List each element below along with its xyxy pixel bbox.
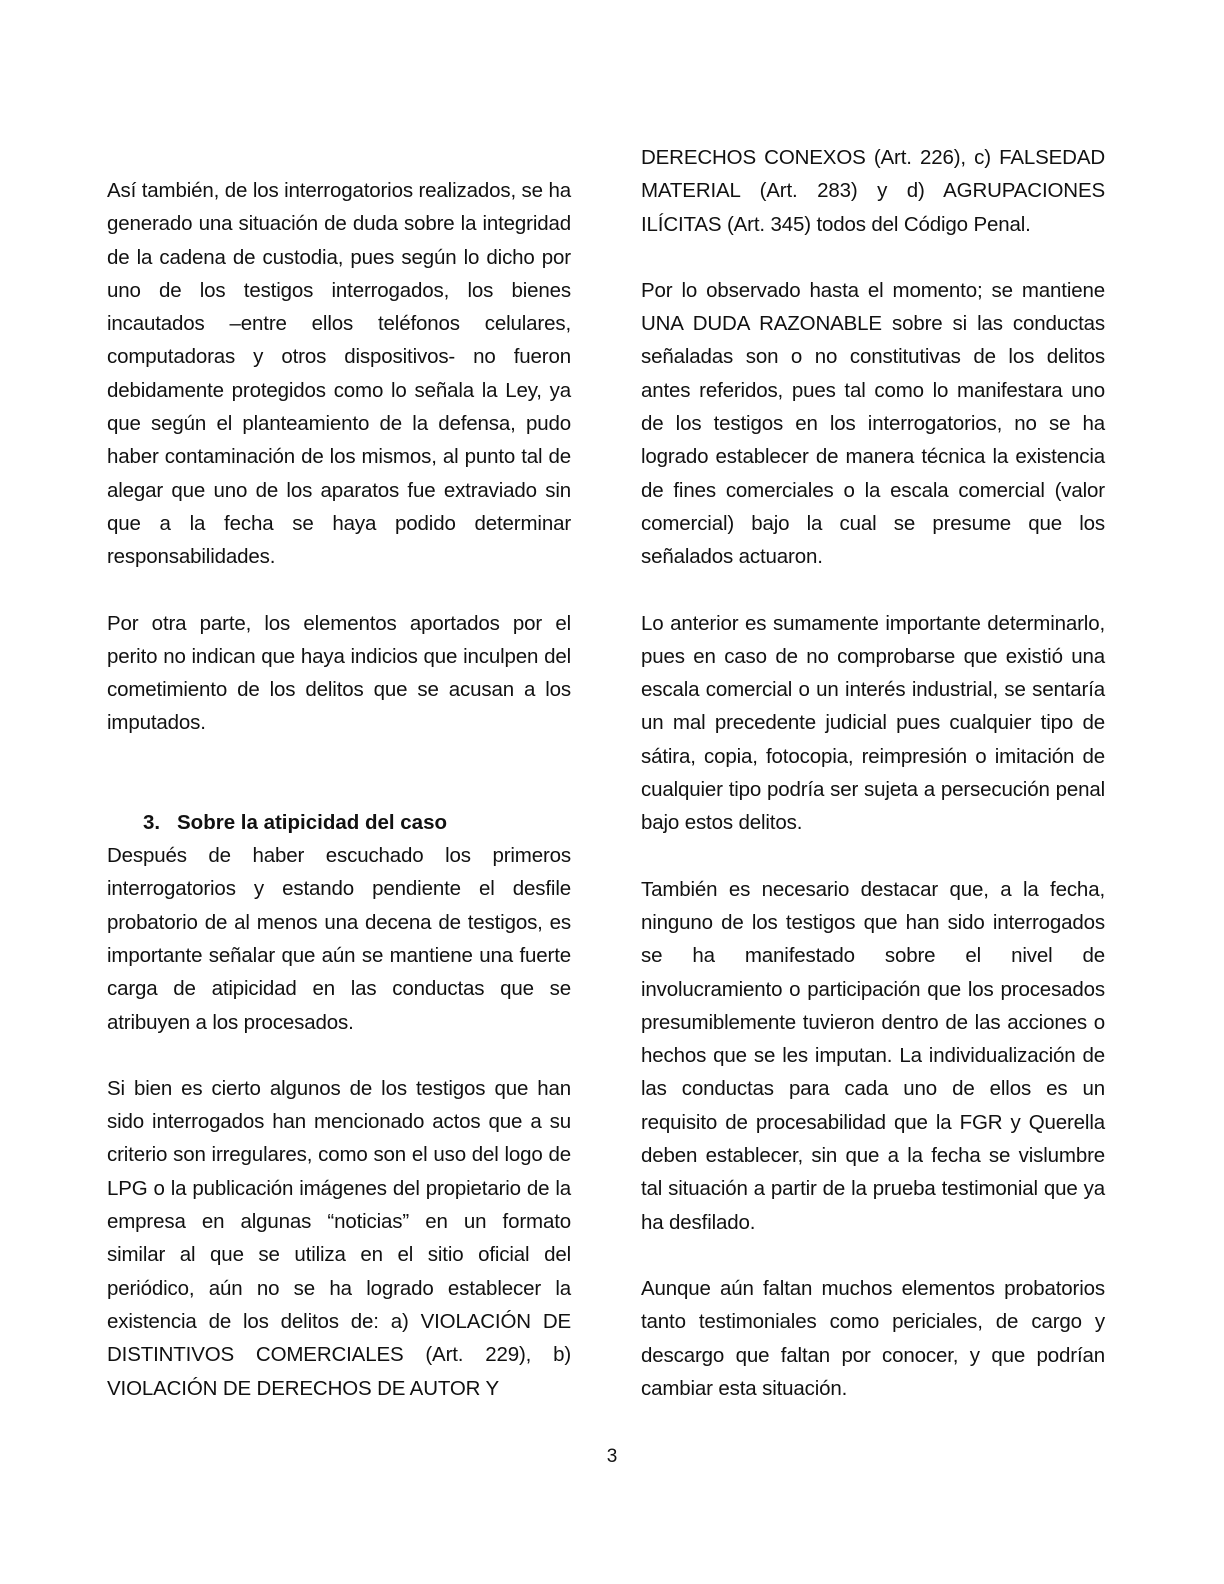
- paragraph-irregular-acts: Si bien es cierto algunos de los testigos que han sido interrogados han mencionado actos que a su criterio son irregulares, como son el uso del logo de LPG o la publicación imágenes del propietario de la empresa en algunas “noticias” en un formato similar al que se utiliza en el sitio oficial del periódico, aún no se ha logrado establecer la existencia de los delitos de: a) VIOLACIÓN DE DISTINTIVOS COMERCIALES (Art. 229), b) VIOLACIÓN DE DERECHOS DE AUTOR Y: [107, 1076, 571, 1400]
- paragraph-reasonable-doubt: Por lo observado hasta el momento; se mantiene UNA DUDA RAZONABLE sobre si las conductas señaladas son o no constitutivas de los delitos antes referidos, pues tal como lo manifestara uno de los testigos en los interrogatorios, no se ha logrado establecer de manera técnica la existencia de fines comerciales o la escala comercial (valor comercial) bajo la cual se presume que los señalados actuaron.: [641, 278, 1105, 569]
- paragraph-commercial-scale: Lo anterior es sumamente importante determinarlo, pues en caso de no comprobarse que existió una escala comercial o un interés industrial, se sentaría un mal precedente judicial pues cualquier tipo de sátira, copia, fotocopia, reimpresión o imitación de cualquier tipo podría ser sujeta a persecución penal bajo estos delitos.: [641, 611, 1105, 835]
- paragraph-chain-of-custody: Así también, de los interrogatorios realizados, se ha generado una situación de duda sobre la integridad de la cadena de custodia, pues según lo dicho por uno de los testigos interrogados, los bienes incautados –entre ellos teléfonos celulares, computadoras y otros dispositivos- no fueron debidamente protegidos como lo señala la Ley, ya que según el planteamiento de la defensa, pudo haber contaminación de los mismos, al punto tal de alegar que uno de los aparatos fue extraviado sin que a la fecha se haya podido determinar responsabilidades.: [107, 179, 571, 569]
- page-number: 3: [606, 1446, 618, 1467]
- section-title: Sobre la atipicidad del caso: [177, 810, 448, 834]
- paragraph-individualization: También es necesario destacar que, a la fecha, ninguno de los testigos que han sido interrogados se ha manifestado sobre el nivel de involucramiento o participación que los procesados presumiblemente tuvieron dentro de las acciones o hechos que se les imputan. La individualización de las conductas para cada uno de ellos es un requisito de procesabilidad que la FGR y Querella deben establecer, sin que a la fecha se vislumbre tal situación a partir de la prueba testimonial que ya ha desfilado.: [641, 877, 1105, 1234]
- right-column: [641, 141, 1105, 1438]
- paragraph-atypicality: Después de haber escuchado los primeros interrogatorios y estando pendiente el desfile probatorio de al menos una decena de testigos, es importante señalar que aún se mantiene una fuerte carga de atipicidad en las conductas que se atribuyen a los procesados.: [107, 844, 571, 1034]
- left-column: [107, 141, 571, 1438]
- paragraph-crimes-continued: DERECHOS CONEXOS (Art. 226), c) FALSEDAD MATERIAL (Art. 283) y d) AGRUPACIONES ILÍCITAS (Art. 345) todos del Código Penal.: [641, 146, 1105, 236]
- section-number: 3.: [143, 810, 161, 834]
- spacer: [107, 773, 571, 806]
- paragraph-pending-evidence: Aunque aún faltan muchos elementos probatorios tanto testimoniales como periciales, de cargo y descargo que faltan por conocer, y que podrían cambiar esta situación.: [641, 1276, 1105, 1400]
- paragraph-expert-evidence: Por otra parte, los elementos aportados por el perito no indican que haya indicios que inculpen del cometimiento de los delitos que se acusan a los imputados.: [107, 611, 571, 735]
- section-heading: [107, 806, 571, 839]
